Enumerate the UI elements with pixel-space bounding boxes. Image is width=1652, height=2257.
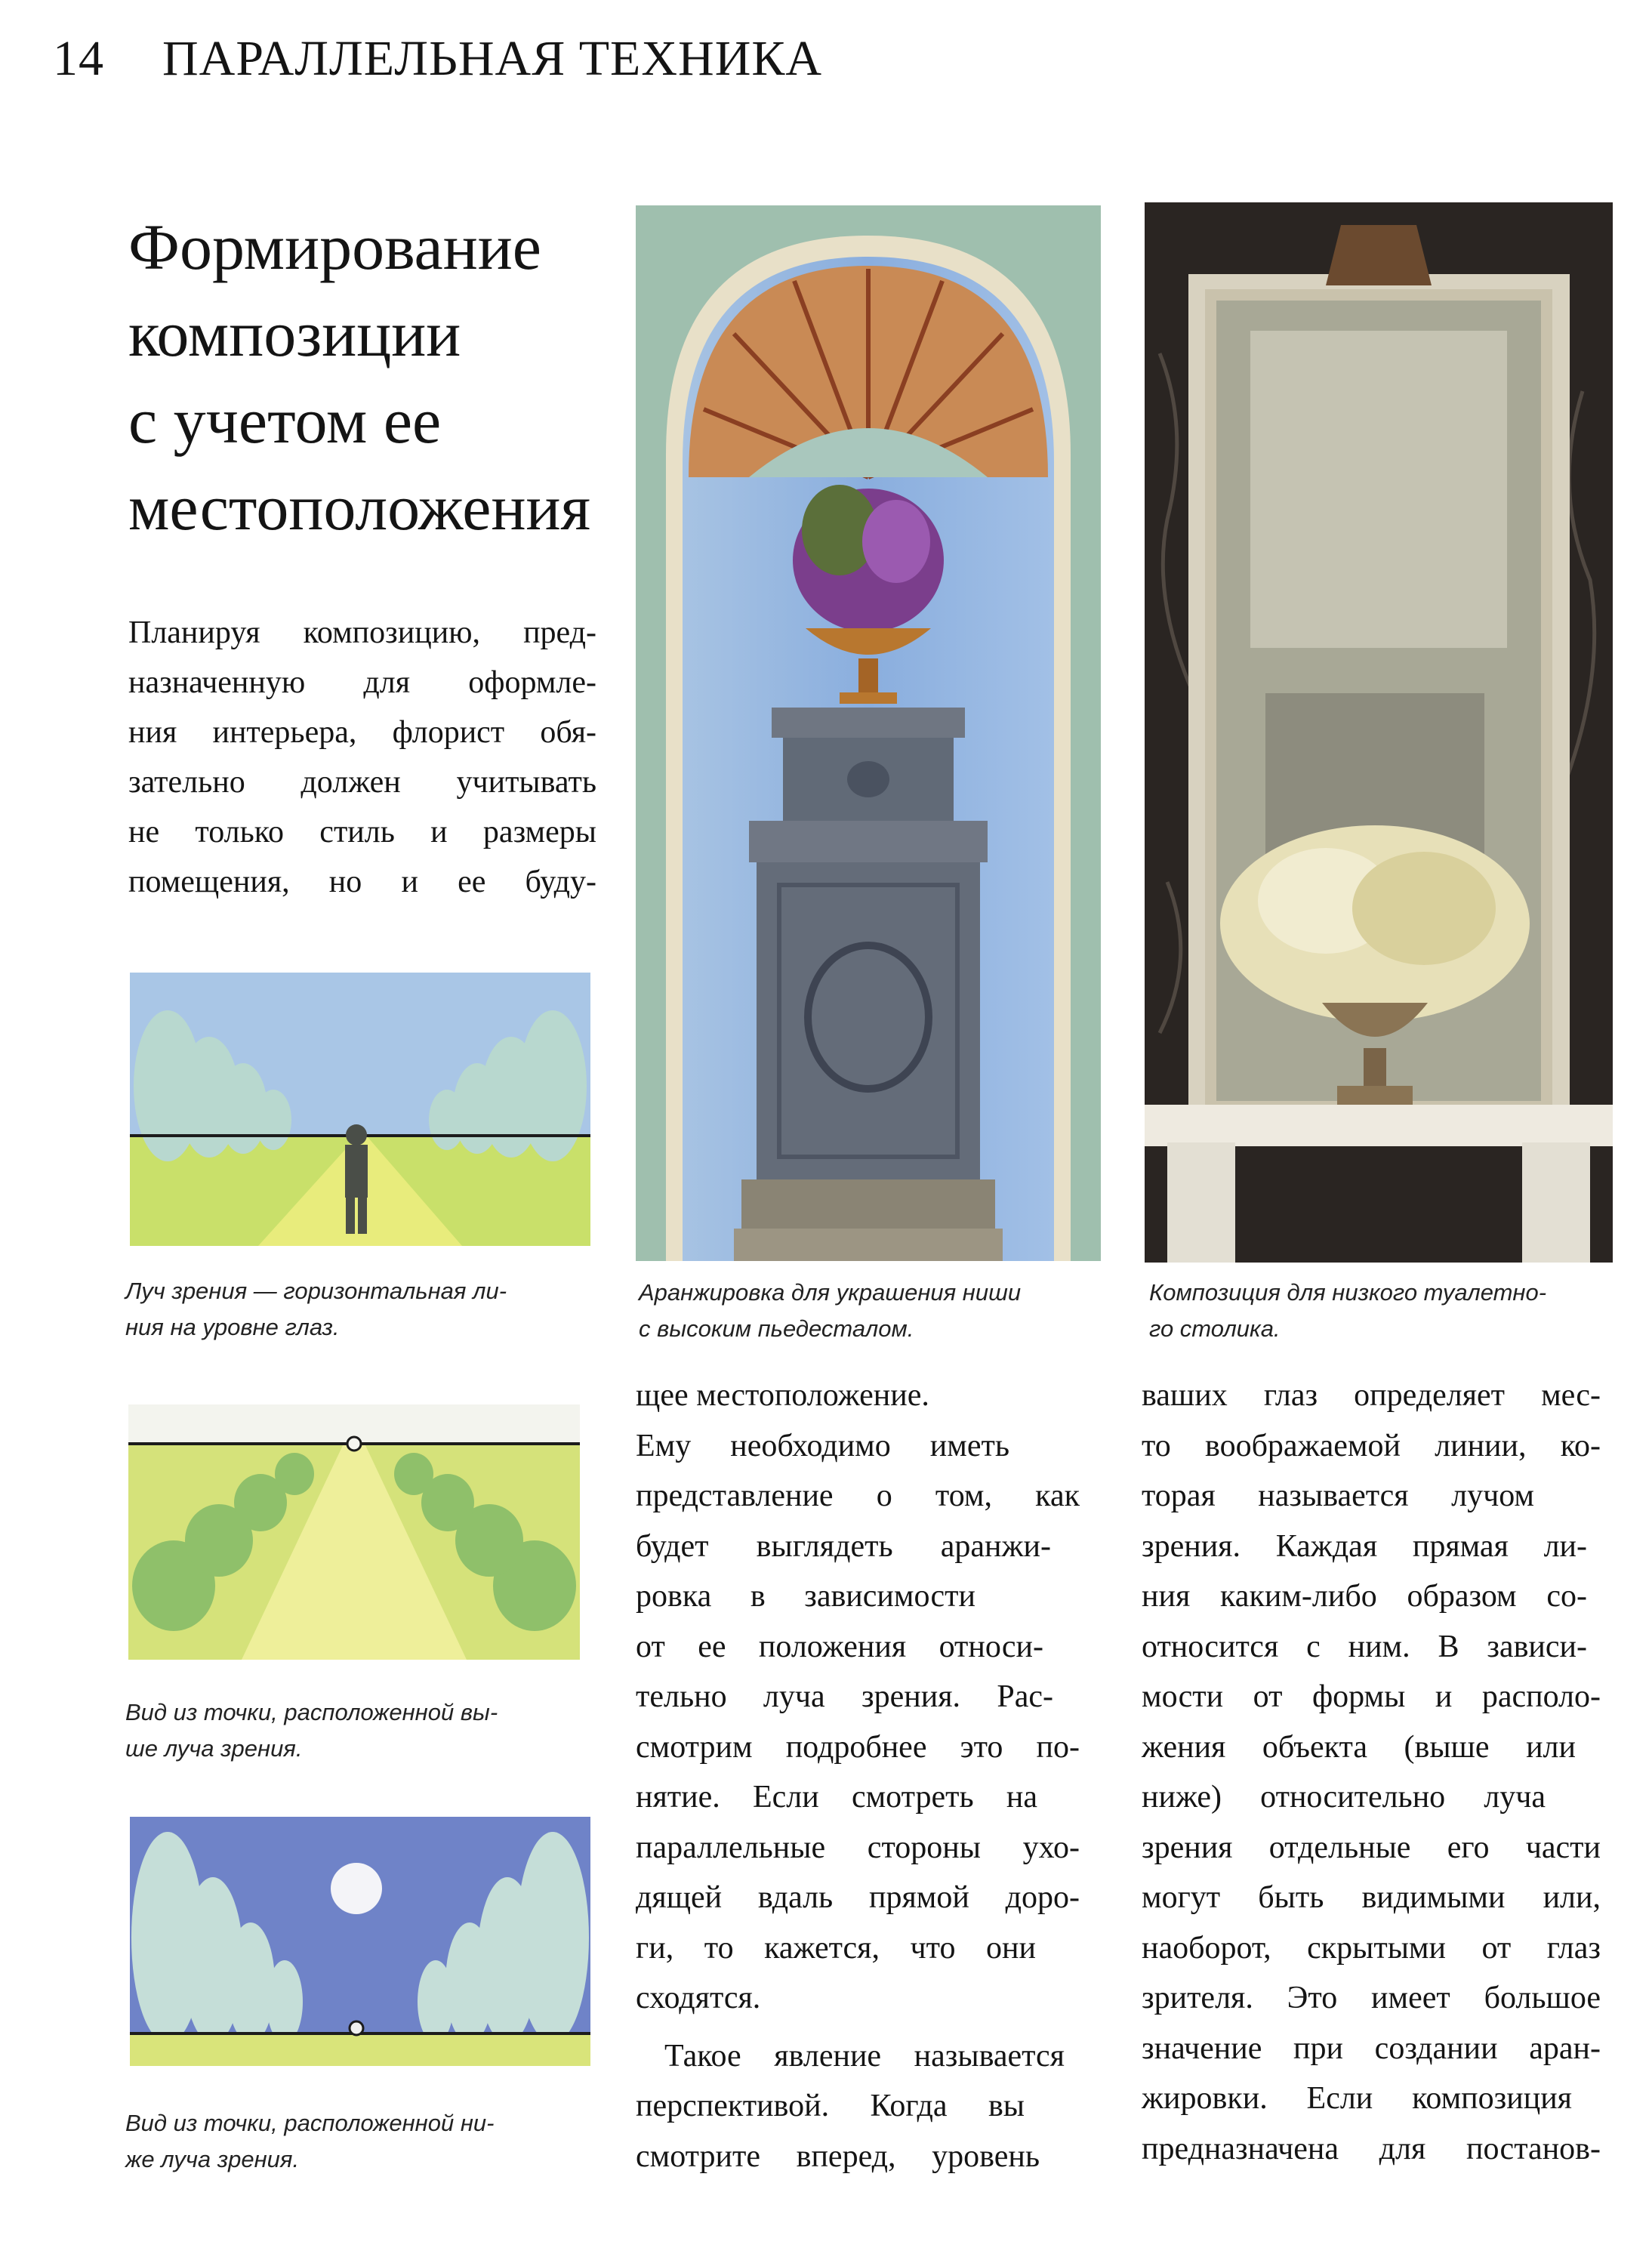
text-line: тельно луча зрения. Рас- — [636, 1679, 1053, 1714]
section-title: ПАРАЛЛЕЛЬНАЯ ТЕХНИКА — [162, 31, 823, 86]
body-column-2 — [636, 1371, 1080, 2181]
page-number: 14 — [53, 31, 104, 86]
caption-line: Композиция для низкого туалетно- — [1149, 1279, 1547, 1306]
text-line: назначенную для оформле- — [128, 665, 596, 700]
text-line: ния каким-либо образом со- — [1142, 1579, 1587, 1614]
text-line: мости от формы и располо- — [1142, 1679, 1601, 1714]
text-line: параллельные стороны ухо- — [636, 1830, 1080, 1865]
article-title — [128, 204, 627, 551]
text-line: зательно должен учитывать — [128, 765, 596, 800]
text-line: ниже) относительно луча — [1142, 1780, 1546, 1815]
text-line: Такое явление называется — [664, 2038, 1065, 2074]
caption-line: ше луча зрения. — [125, 1735, 303, 1762]
text-line: жения объекта (выше или — [1142, 1729, 1576, 1765]
above-eye-level-sketch — [128, 1404, 580, 1660]
text-line: не только стиль и размеры — [128, 815, 596, 849]
text-line: ваших глаз определяет мес- — [1142, 1378, 1601, 1413]
title-line: Формирование — [128, 211, 541, 283]
caption-line: с высоким пьедесталом. — [639, 1315, 914, 1342]
text-line: значение при создании аран- — [1142, 2030, 1601, 2066]
caption-line: Луч зрения — горизонтальная ли- — [125, 1278, 507, 1304]
title-line: с учетом ее — [128, 384, 442, 457]
text-line: от ее положения относи- — [636, 1629, 1043, 1664]
title-line: композиции — [128, 298, 461, 370]
text-line: щее местоположение. — [636, 1378, 929, 1413]
title-line: местоположения — [128, 471, 591, 544]
text-line: могут быть видимыми или, — [1142, 1880, 1601, 1915]
text-line: помещения, но и ее буду- — [128, 865, 596, 899]
text-line: смотрим подробнее это по- — [636, 1729, 1080, 1765]
eye-level-sketch — [130, 973, 590, 1246]
body-column-3 — [1142, 1371, 1601, 2174]
intro-paragraph — [128, 608, 596, 907]
text-line: Ему необходимо иметь — [636, 1428, 1009, 1463]
text-line: Планируя композицию, пред- — [128, 615, 596, 650]
niche-photo-caption — [639, 1275, 1021, 1347]
caption-line: же луча зрения. — [125, 2146, 300, 2172]
text-line: зрения. Каждая прямая ли- — [1142, 1528, 1587, 1564]
text-line: ния интерьера, флорист обя- — [128, 715, 596, 750]
text-line: зрителя. Это имеет большое — [1142, 1981, 1601, 2015]
text-line: зрения отдельные его части — [1142, 1830, 1601, 1865]
text-line: наоборот, скрытыми от глаз — [1142, 1930, 1601, 1966]
mirror-photo-caption — [1149, 1275, 1546, 1347]
text-line: торая называется лучом — [1142, 1478, 1534, 1513]
below-eye-level-sketch — [130, 1817, 590, 2066]
mirror-console-photo — [1145, 202, 1613, 1263]
text-line: предназначена для постанов- — [1142, 2131, 1601, 2166]
text-line: то воображаемой линии, ко- — [1142, 1428, 1601, 1463]
text-line: ги, то кажется, что они — [636, 1930, 1036, 1966]
text-line: смотрите вперед, уровень — [636, 2138, 1040, 2174]
above-eye-level-caption — [125, 1694, 498, 1767]
caption-line: ния на уровне глаз. — [125, 1314, 340, 1340]
text-line: будет выглядеть аранжи- — [636, 1528, 1051, 1564]
text-line: дящей вдаль прямой доро- — [636, 1880, 1080, 1915]
text-line: представление о том, как — [636, 1478, 1080, 1513]
caption-line: Вид из точки, расположенной ни- — [125, 2110, 495, 2136]
caption-line: Аранжировка для украшения ниши — [639, 1279, 1022, 1306]
caption-line: Вид из точки, расположенной вы- — [125, 1699, 498, 1725]
text-line: ровка в зависимости — [636, 1579, 975, 1614]
eye-level-caption — [125, 1273, 507, 1346]
caption-line: го столика. — [1149, 1315, 1281, 1342]
running-header — [53, 30, 822, 88]
niche-pedestal-photo — [636, 205, 1101, 1261]
text-line: жировки. Если композиция — [1142, 2081, 1572, 2116]
text-line: перспективой. Когда вы — [636, 2089, 1025, 2123]
below-eye-level-caption — [125, 2105, 494, 2178]
text-line: относится с ним. В зависи- — [1142, 1629, 1587, 1664]
text-line: нятие. Если смотреть на — [636, 1780, 1037, 1815]
text-line: сходятся. — [636, 1981, 761, 2015]
